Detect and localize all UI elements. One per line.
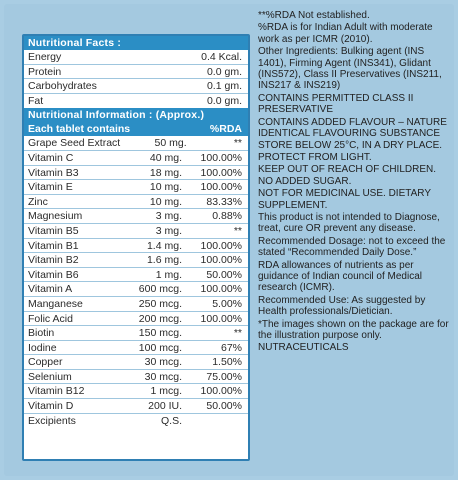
nutrient-rda: 50.00% [206,400,242,413]
table-row [24,136,248,151]
nutrient-name: Copper [28,356,63,369]
nutrient-amount: 10 mg. [149,181,182,194]
nutrient-name: Grape Seed Extract [28,137,121,150]
nutrient-amount: 1.6 mg. [146,254,182,267]
note-line: NOT FOR MEDICINAL USE. DIETARY SUPPLEMENT. [258,188,431,211]
nutrient-rda: 100.00% [200,312,242,325]
facts-header: Nutritional Facts : [24,36,248,50]
table-row [24,370,248,385]
fact-row [24,65,248,80]
nutrient-name: Vitamin E [28,181,73,194]
table-row [24,282,248,297]
note-line: *The images shown on the package are for the illustration purpose only. [258,318,449,341]
nutrient-amount: 10 mg. [149,195,182,208]
table-row [24,166,248,181]
table-row [24,312,248,327]
nutrient-rda: ** [233,224,242,237]
note-line: CONTAINS ADDED FLAVOUR – NATURE IDENTICAL FLAVOURING SUBSTANCE [258,116,447,140]
table-row [24,239,248,254]
column-header-name: Each tablet contains [28,123,131,136]
note-line: Other Ingredients: Bulking agent (INS 1401), Firming Agent (INS341), Glidant (INS572), Class II Preservatives (INS211, INS217 & INS219) [258,46,442,92]
nutrient-rda: 5.00% [212,297,242,310]
fact-row [24,94,248,109]
fact-row [24,79,248,94]
note-line: CONTAINS PERMITTED CLASS II PRESERVATIVE [258,92,414,116]
nutrient-name: Manganese [28,297,83,310]
nutrient-name: Biotin [28,327,55,340]
nutrient-rda: ** [233,137,242,150]
nutrient-name: Vitamin B12 [28,385,85,398]
nutrient-rda: 50.00% [206,268,242,281]
table-row [24,297,248,312]
nutrient-rda [182,414,242,429]
nutrient-amount: 30 mcg. [144,370,182,383]
nutrient-rda: 100.00% [200,385,242,398]
table-row [24,341,248,356]
nutrient-amount: 3 mg. [155,224,182,237]
table-row [24,209,248,224]
fact-name: Protein [28,65,62,78]
label-notes [258,10,452,355]
fact-value: 0.4 Kcal. [201,51,242,63]
fact-name: Energy [28,51,62,63]
nutrient-rda: 1.50% [212,356,242,369]
nutrient-amount: 100 mcg. [138,341,182,354]
table-row [24,326,248,341]
nutrient-rda: 100.00% [200,283,242,296]
nutrient-amount: 40 mg. [149,151,182,164]
note-line: RDA allowances of nutrients as per guidance of Indian council of Medical research (ICMR). [258,259,422,294]
nutrient-name: Selenium [28,370,72,383]
nutrient-rda: 100.00% [200,166,242,179]
note-line: This product is not intended to Diagnose, treat, cure OR prevent any disease. [258,211,440,235]
nutrient-amount: 50 mg. [154,137,187,150]
nutrient-amount: 250 mcg. [138,297,182,310]
nutrition-table [22,34,250,461]
nutrient-name: Vitamin B1 [28,239,79,252]
fact-name: Carbohydrates [28,80,97,93]
info-rows [24,136,248,428]
note-line: STORE BELOW 25°C, IN A DRY PLACE. PROTECT FROM LIGHT. [258,140,443,163]
nutrient-name: Vitamin C [28,151,74,164]
nutrient-amount: 3 mg. [155,210,182,223]
table-row [24,355,248,370]
note-line: KEEP OUT OF REACH OF CHILDREN. NO ADDED SUGAR. [258,164,436,187]
nutrient-rda: 100.00% [200,151,242,164]
fact-value: 0.1 gm. [206,80,242,93]
nutrient-amount: 1 mcg. [150,385,182,398]
table-row [24,195,248,210]
note-line: %RDA is for Indian Adult with moderate work as per ICMR (2010). [258,22,433,45]
nutrient-name: Vitamin B5 [28,224,79,237]
nutrient-name: Iodine [28,341,57,354]
note-line: Recommended Dosage: not to exceed the stated “Recommended Daily Dose.” [258,235,446,259]
nutrient-rda: 100.00% [200,181,242,194]
nutrient-amount: 18 mg. [149,166,182,179]
nutrient-rda: 100.00% [200,239,242,252]
nutrient-name: Folic Acid [28,312,73,325]
nutrient-amount: 30 mcg. [144,356,182,369]
nutrient-rda: 75.00% [206,370,242,383]
note-line: **%RDA Not established. [258,10,370,21]
info-header: Nutritional Information : (Approx.) [24,108,248,122]
nutrient-rda: 83.33% [206,195,242,208]
note-line: Recommended Use: As suggested by Health professionals/Dietician. [258,294,426,318]
nutrient-name: Vitamin D [28,400,74,413]
table-row [24,268,248,283]
table-row [24,224,248,239]
table-row [24,384,248,399]
nutrient-amount: 200 IU. [148,400,182,413]
nutrient-amount: 1 mg. [155,268,182,281]
nutrient-rda: 67% [220,341,242,354]
nutrient-amount: 600 mcg. [138,283,182,296]
fact-row [24,50,248,65]
fact-name: Fat [28,94,44,107]
nutrient-amount: 200 mcg. [138,312,182,325]
nutrient-amount: 150 mcg. [138,327,182,340]
note-line: NUTRACEUTICALS [258,342,349,354]
table-row [24,253,248,268]
package-panel [4,4,454,476]
fact-value: 0.0 gm. [206,94,242,107]
nutrient-rda: 100.00% [200,254,242,267]
table-row [24,414,248,429]
nutrient-rda: ** [233,327,242,340]
nutrient-name: Vitamin B6 [28,268,79,281]
nutrient-name: Vitamin A [28,283,73,296]
table-row [24,180,248,195]
nutrient-name: Vitamin B3 [28,166,79,179]
nutrient-amount: Q.S. [160,414,182,427]
nutrient-name: Magnesium [28,210,83,223]
nutrient-rda: 0.88% [212,210,242,223]
nutrient-name: Vitamin B2 [28,254,79,267]
fact-value: 0.0 gm. [206,65,242,78]
nutrient-name: Excipients [28,414,76,427]
table-row [24,151,248,166]
table-row [24,399,248,414]
column-header [24,122,248,136]
nutrient-amount: 1.4 mg. [146,239,182,252]
nutrient-name: Zinc [28,195,48,208]
column-header-rda: %RDA [209,123,242,136]
